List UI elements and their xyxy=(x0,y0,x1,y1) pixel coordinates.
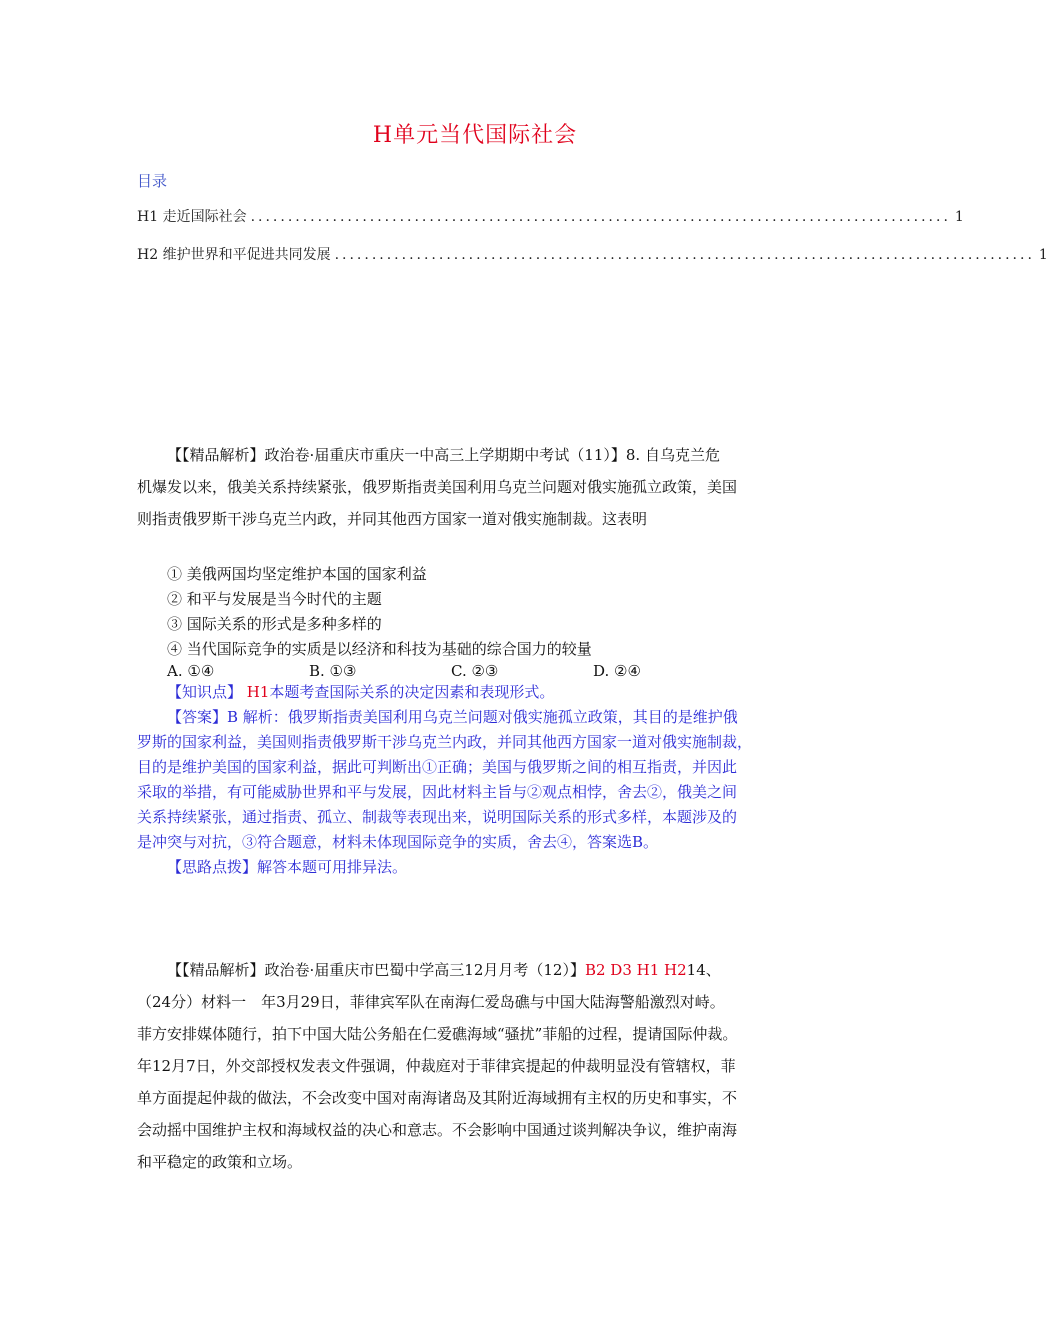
toc-entry-h2[interactable] xyxy=(137,244,1048,266)
answer-line: 是冲突与对抗，③符合题意，材料未体现国际竞争的实质，舍去④，答案选B。 xyxy=(137,833,659,851)
q2-line: 单方面提起仲裁的做法，不会改变中国对南海诸岛及其附近海域拥有主权的历史和事实，不 xyxy=(137,1089,738,1107)
q1-stem-line: 【【精品解析】政治卷·届重庆市重庆一中高三上学期期中考试（11）】8. 自乌克兰危 xyxy=(167,446,720,464)
q1-body xyxy=(137,562,817,880)
q1-item: ① 美俄两国均坚定维护本国的国家利益 xyxy=(167,565,427,583)
q1-knowledge-point xyxy=(137,680,817,705)
toc-entry-label: H2 维护世界和平促进共同发展 xyxy=(137,247,331,263)
q1-option-a: A. ①④ xyxy=(167,662,215,680)
toc-leader-dots: .............................................................................................. xyxy=(250,209,951,225)
q1-stem-line: 则指责俄罗斯干涉乌克兰内政，并同其他西方国家一道对俄实施制裁。这表明 xyxy=(137,510,648,528)
hint-text: 解答本题可用排异法。 xyxy=(257,858,408,876)
answer-line: 目的是维护美国的国家利益，据此可判断出①正确；美国与俄罗斯之间的相互指责，并因此 xyxy=(137,758,738,776)
q1-option-c: C. ②③ xyxy=(451,662,499,680)
q2-line: 年12月7日，外交部授权发表文件强调，仲裁庭对于菲律宾提起的仲裁明显没有管辖权，菲 xyxy=(137,1057,736,1075)
q1-answer xyxy=(137,705,817,855)
knowledge-text: 本题考查国际关系的决定因素和表现形式。 xyxy=(269,683,555,701)
q2-codes: B2 D3 H1 H2 xyxy=(584,961,687,979)
q1-option-d: D. ②④ xyxy=(593,662,641,680)
hint-tag: 【思路点拨】 xyxy=(167,858,258,876)
knowledge-code: H1 xyxy=(246,683,270,701)
answer-line: 罗斯的国家利益，美国则指责俄罗斯干涉乌克兰内政，并同其他西方国家一道对俄实施制裁， xyxy=(137,733,753,751)
q1-options xyxy=(137,662,817,680)
q2-line: （24分）材料一 年3月29日，菲律宾军队在南海仁爱岛礁与中国大陆海警船激烈对峙。 xyxy=(137,993,725,1011)
q1-item: ③ 国际关系的形式是多种多样的 xyxy=(167,615,382,633)
toc-entry-label: H1 走近国际社会 xyxy=(137,209,247,225)
q2-line: 菲方安排媒体随行，拍下中国大陆公务船在仁爱礁海域“骚扰”菲船的过程，提请国际仲裁。 xyxy=(137,1025,738,1043)
toc-entry-h1[interactable] xyxy=(137,206,964,228)
q1-stem xyxy=(137,439,817,535)
q1-item: ② 和平与发展是当今时代的主题 xyxy=(167,590,382,608)
q1-option-b: B. ①③ xyxy=(309,662,357,680)
q2-line: 会动摇中国维护主权和海域权益的决心和意志。不会影响中国通过谈判解决争议，维护南海 xyxy=(137,1121,738,1139)
q2-stem-first-line xyxy=(137,954,817,986)
q2-number: 14、 xyxy=(686,961,721,979)
answer-line: 【答案】B 解析：俄罗斯指责美国利用乌克兰问题对俄实施孤立政策，其目的是维护俄 xyxy=(167,708,738,726)
toc-entry-page: 1 xyxy=(954,209,964,225)
q1-stem-line: 机爆发以来，俄美关系持续紧张，俄罗斯指责美国利用乌克兰问题对俄实施孤立政策，美国 xyxy=(137,478,738,496)
q2-source: 【【精品解析】政治卷·届重庆市巴蜀中学高三12月月考（12）】 xyxy=(167,961,585,979)
answer-line: 采取的举措，有可能威胁世界和平与发展，因此材料主旨与②观点相悖，舍去②，俄美之间 xyxy=(137,783,738,801)
page-title: H单元当代国际社会 xyxy=(372,123,578,148)
answer-line: 关系持续紧张，通过指责、孤立、制裁等表现出来，说明国际关系的形式多样，本题涉及的 xyxy=(137,808,738,826)
q2-line: 和平稳定的政策和立场。 xyxy=(137,1153,303,1171)
toc-leader-dots: .............................................................................................. xyxy=(334,247,1035,263)
toc-heading: 目录 xyxy=(137,172,168,190)
knowledge-tag: 【知识点】 xyxy=(167,683,243,701)
q1-item: ④ 当代国际竞争的实质是以经济和科技为基础的综合国力的较量 xyxy=(167,640,592,658)
toc-entry-page: 1 xyxy=(1038,247,1048,263)
q1-hint xyxy=(137,855,817,880)
q2-stem xyxy=(137,954,817,1178)
